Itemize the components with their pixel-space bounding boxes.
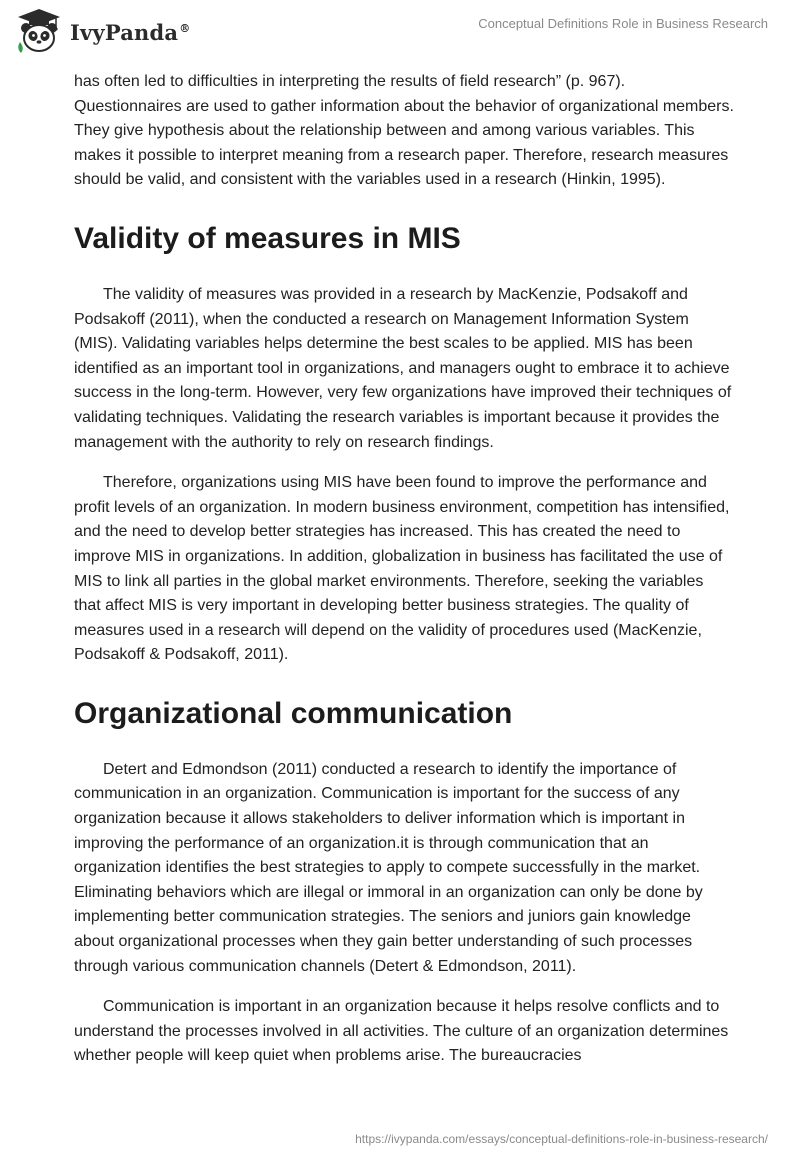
ivypanda-logo[interactable]	[14, 8, 190, 54]
paragraph-validity-1: The validity of measures was provided in a research by MacKenzie, Podsakoff and Podsakoff (2011), when the conducted a research on Management Information System (MIS). Validating variables helps determine the best scales to be applied. MIS has been identified as an important tool in organizations, and managers ought to embrace it to achieve success in the long-term. However, very few organizations have improved their techniques of validating techniques. Validating the research variables is important because it provides the management with the authority to rely on research findings.	[74, 285, 732, 451]
section-heading-validity: Validity of measures in MIS	[74, 221, 461, 255]
paragraph-communication-2: Communication is important in an organization because it helps resolve conflicts and to understand the processes involved in all activities. The culture of an organization determines whether people will keep quiet when problems arise. The bureaucracies	[74, 998, 729, 1065]
panda-logo-icon	[14, 8, 64, 54]
intro-paragraph: has often led to difficulties in interpreting the results of field research” (p. 967). Questionnaires are used to gather information about the behavior of organizational members. They give hypothesis about the relationship between and among various variables. This makes it possible to interpret meaning from a research paper. Therefore, research measures should be valid, and consistent with the variables used in a research (Hinkin, 1995).	[74, 73, 734, 189]
document-title: Conceptual Definitions Role in Business Research	[478, 16, 768, 31]
page-header	[0, 0, 800, 62]
registered-mark: ®	[179, 21, 191, 35]
paragraph-communication-1: Detert and Edmondson (2011) conducted a research to identify the importance of communication in an organization. Communication is important for the success of any organization because it allows stakeholders to deliver information which is important in improving the performance of an organization.it is through communication that an organization identifies the best strategies to apply to compete successfully in the market. Eliminating behaviors which are illegal or immoral in an organization can only be done by implementing better communication strategies. The seniors and juniors gain knowledge about organizational processes when they gain better understanding of such processes through various communication channels (Detert & Edmondson, 2011).	[74, 760, 703, 975]
brand-name: IvyPanda®	[70, 19, 191, 45]
source-url[interactable]: https://ivypanda.com/essays/conceptual-definitions-role-in-business-research/	[355, 1132, 768, 1146]
section-heading-communication: Organizational communication	[74, 696, 513, 730]
paragraph-validity-2: Therefore, organizations using MIS have been found to improve the performance and profit levels of an organization. In modern business environment, competition has intensified, and the need to develop better strategies has increased. This has created the need to improve MIS in organizations. In addition, globalization in business has facilitated the use of MIS to link all parties in the global market environments. Therefore, seeking the variables that affect MIS is very important in developing better business strategies. The quality of measures used in a research will depend on the validity of procedures used (MacKenzie, Podsakoff & Podsakoff, 2011).	[74, 474, 730, 664]
essay-content	[74, 70, 734, 1069]
